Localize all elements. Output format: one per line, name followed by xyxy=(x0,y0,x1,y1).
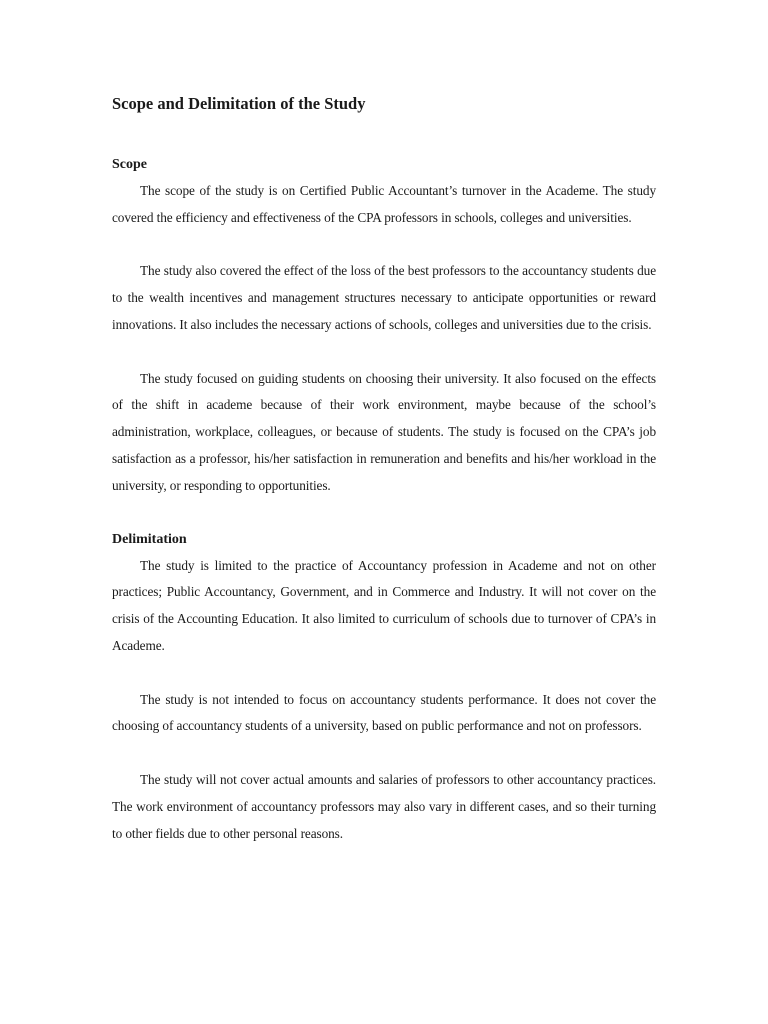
section-heading-scope: Scope xyxy=(112,157,147,172)
section-scope xyxy=(112,151,656,500)
scope-paragraph-2: The study also covered the effect of the loss of the best professors to the accountancy students due to the wealth incentives and management structures necessary to anticipate opportunities or reward innovations. It also includes the necessary actions of schools, colleges and universities due to the crisis. xyxy=(112,263,656,332)
delimitation-paragraph-1: The study is limited to the practice of Accountancy profession in Academe and not on other practices; Public Accountancy, Government, and in Commerce and Industry. It will not cover on the crisis of the Accounting Education. It also limited to curriculum of schools due to turnover of CPA’s in Academe. xyxy=(112,557,656,653)
section-divider-space xyxy=(112,500,656,526)
section-heading-delimitation: Delimitation xyxy=(112,531,187,547)
document-title: Scope and Delimitation of the Study xyxy=(112,94,366,113)
delimitation-paragraph-2: The study is not intended to focus on accountancy students performance. It does not cover the choosing of accountancy students of a university, based on public performance and not on professors. xyxy=(112,691,656,734)
document-page xyxy=(112,93,656,847)
delimitation-paragraph-3: The study will not cover actual amounts and salaries of professors to other accountancy practices. The work environment of accountancy professors may also vary in different cases, and so their turning to other fields due to other personal reasons. xyxy=(112,771,656,841)
section-delimitation xyxy=(112,526,656,848)
scope-paragraph-3: The study focused on guiding students on choosing their university. It also focused on the effects of the shift in academe because of their work environment, maybe because of the school’s administration, workplace, colleagues, or because of students. The study is focused on the CPA’s job satisfaction as a professor, his/her satisfaction in remuneration and benefits and his/her workload in the university, or responding to opportunities. xyxy=(112,370,656,493)
scope-paragraph-1: The scope of the study is on Certified Public Accountant’s turnover in the Academe. The study covered the efficiency and effectiveness of the CPA professors in schools, colleges and universities. xyxy=(112,183,656,225)
